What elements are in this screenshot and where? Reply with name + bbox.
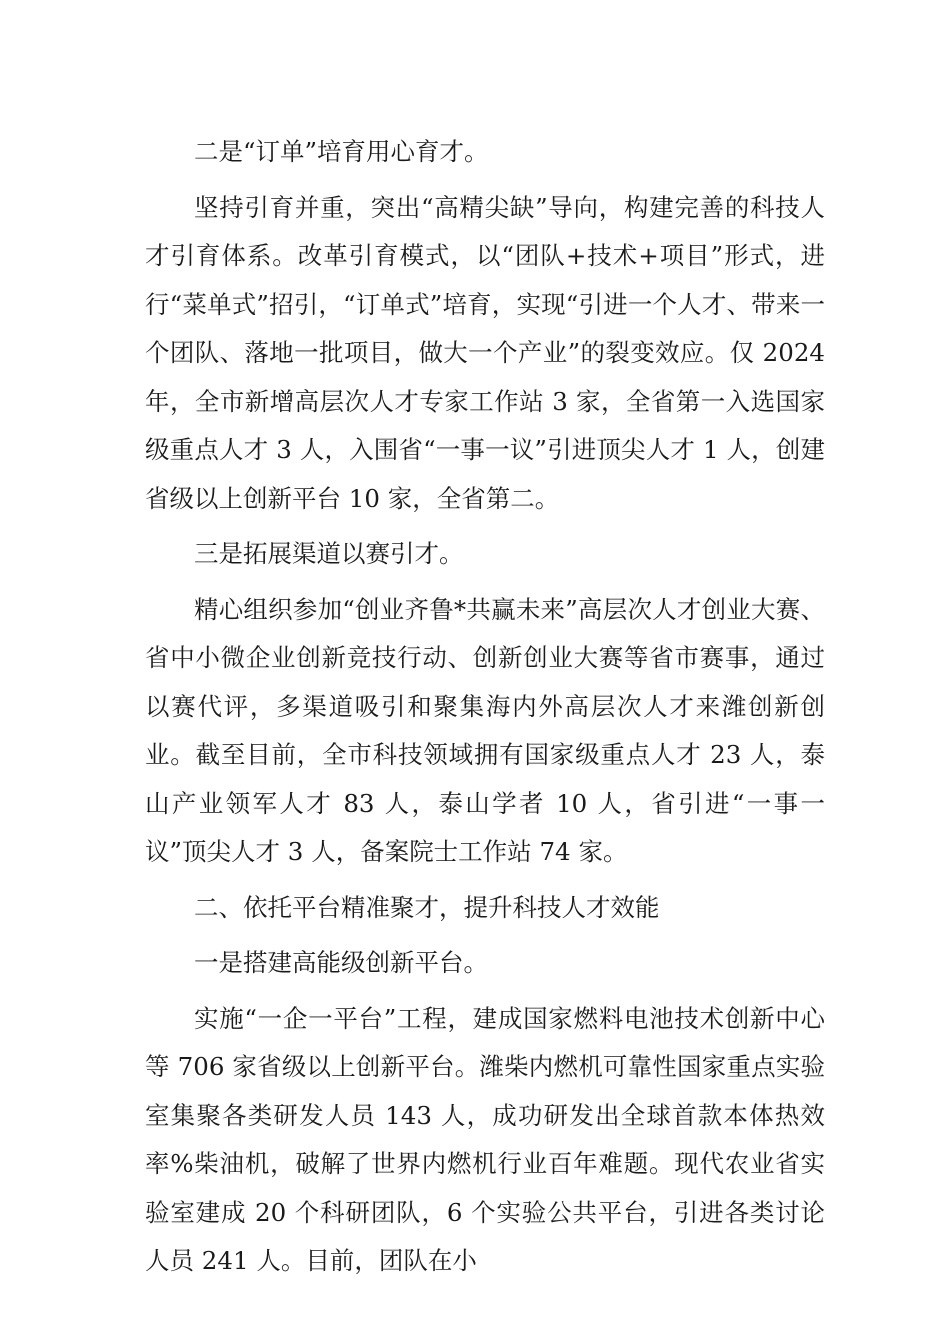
paragraph-heading-innovation-platform: 一是搭建高能级创新平台。 (194, 948, 488, 977)
document-body (145, 128, 825, 1293)
paragraph-platform-details: 实施“一企一平台”工程，建成国家燃料电池技术创新中心等 706 家省级以上创新平台。潍柴内燃机可靠性国家重点实验室集聚各类研发人员 143 人，成功研发出全球首款本体热效率%柴油机，破解了世界内燃机行业百年难题。现代农业省实验室建成 20 个科研团队，6 个实验公共平台，引进各类讨论人员 241 人。目前，团队在小 (145, 1003, 825, 1275)
paragraph-talent-introduction: 坚持引育并重，突出“高精尖缺”导向，构建完善的科技人才引育体系。改革引育模式，以“团队+技术+项目”形式，进行“菜单式”招引，“订单式”培育，实现“引进一个人才、带来一个团队、落地一批项目，做大一个产业”的裂变效应。仅 2024 年，全市新增高层次人才专家工作站 3 家，全省第一入选国家级重点人才 3 人，入围省“一事一议”引进顶尖人才 1 人，创建省级以上创新平台 10 家，全省第二。 (145, 192, 825, 513)
section-heading-platform: 二、依托平台精准聚才，提升科技人才效能 (194, 892, 660, 922)
paragraph-competition-details: 精心组织参加“创业齐鲁*共赢未来”高层次人才创业大赛、省中小微企业创新竞技行动、创新创业大赛等省市赛事，通过以赛代评，多渠道吸引和聚集海内外高层次人才来潍创新创业。截至目前，全市科技领域拥有国家级重点人才 23 人，泰山产业领军人才 83 人，泰山学者 10 人，省引进“一事一议”顶尖人才 3 人，备案院士工作站 74 家。 (145, 594, 825, 866)
paragraph-heading-competition: 三是拓展渠道以赛引才。 (194, 539, 464, 568)
paragraph-heading-order-training: 二是“订单”培育用心育才。 (194, 137, 489, 166)
